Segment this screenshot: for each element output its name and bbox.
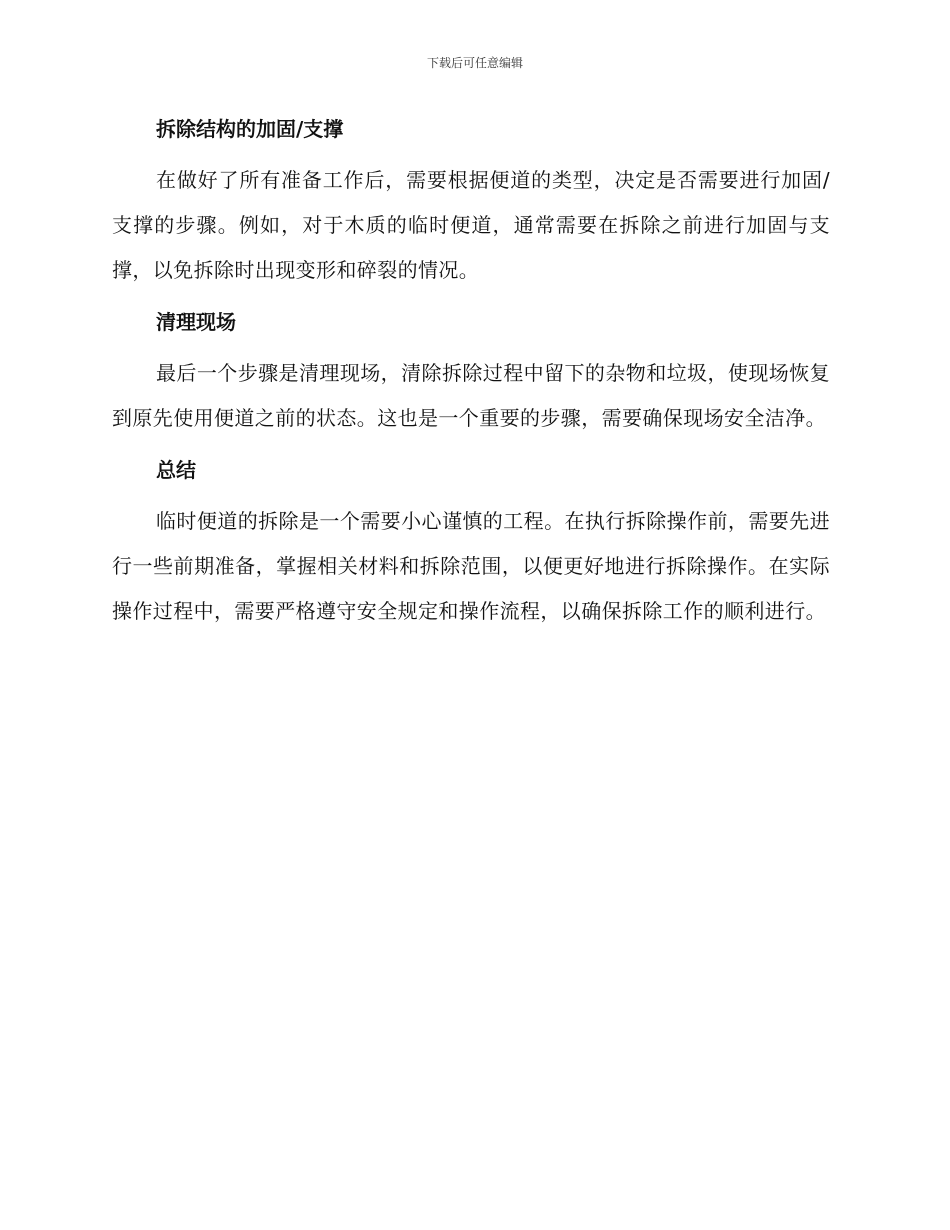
page-header: 下载后可任意编辑 <box>426 56 523 70</box>
section-paragraph: 最后一个步骤是清理现场，清除拆除过程中留下的杂物和垃圾，使现场恢复到原先使用便道之前的状态。这也是一个重要的步骤，需要确保现场安全洁净。 <box>112 361 830 430</box>
section-cleanup <box>112 305 830 441</box>
section-heading: 拆除结构的加固/支撑 <box>156 117 344 141</box>
section-paragraph: 在做好了所有准备工作后，需要根据便道的类型，决定是否需要进行加固/支撑的步骤。例如，对于木质的临时便道，通常需要在拆除之前进行加固与支撑，以免拆除时出现变形和碎裂的情况。 <box>112 168 830 282</box>
section-heading: 总结 <box>156 458 196 482</box>
section-heading: 清理现场 <box>156 310 236 334</box>
section-paragraph: 临时便道的拆除是一个需要小心谨慎的工程。在执行拆除操作前，需要先进行一些前期准备，掌握相关材料和拆除范围，以便更好地进行拆除操作。在实际操作过程中，需要严格遵守安全规定和操作流程，以确保拆除工作的顺利进行。 <box>112 509 830 623</box>
section-reinforcement <box>112 112 830 293</box>
section-summary <box>112 453 830 634</box>
document-content <box>112 112 830 646</box>
